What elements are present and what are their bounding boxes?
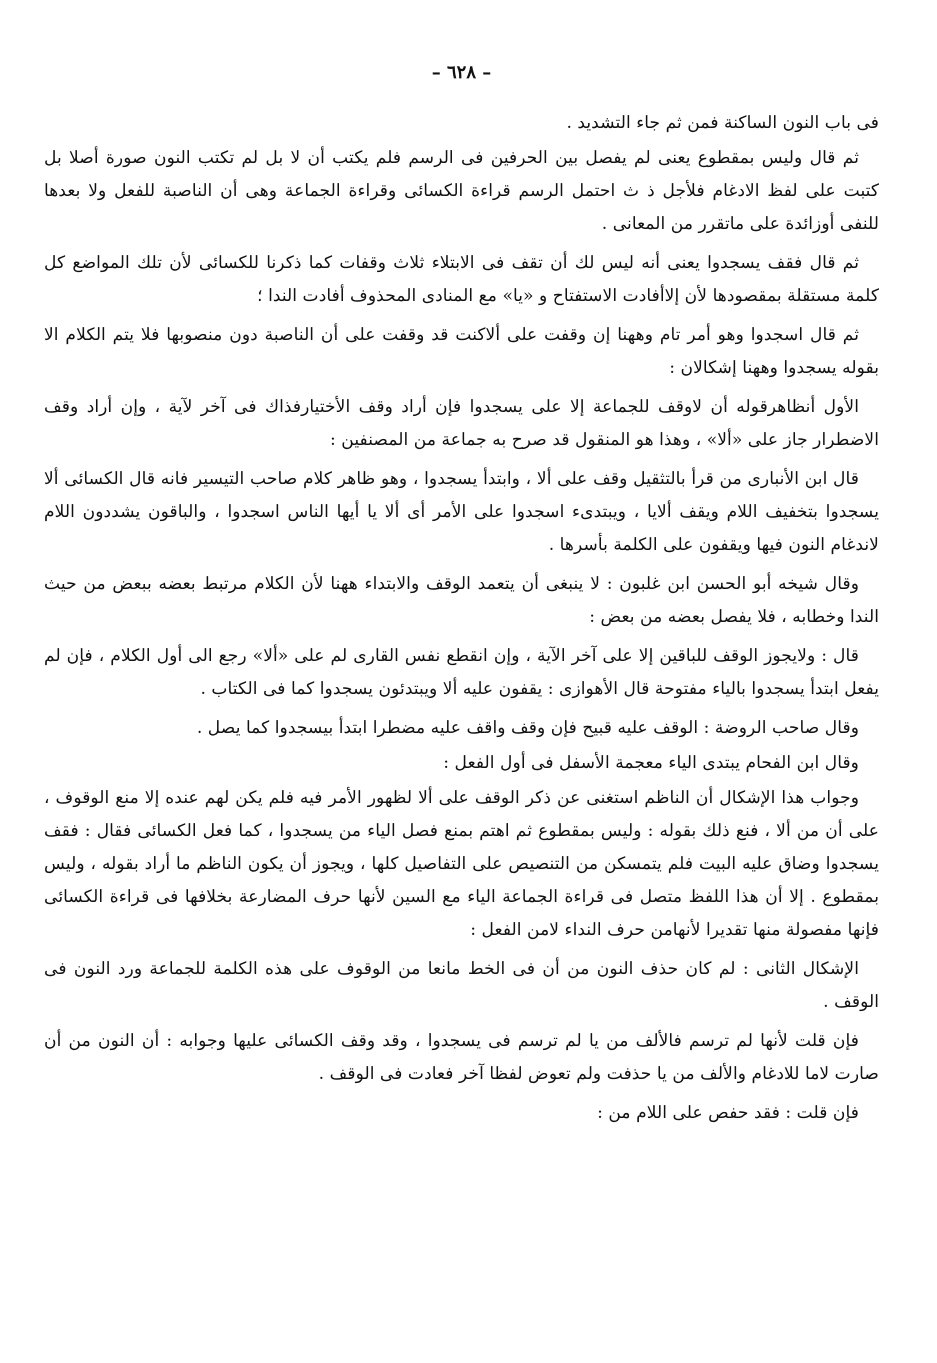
- document-page: [44, 62, 879, 1323]
- paragraph-13: فإن قلت لأنها لم ترسم فالألف من يا لم ترسم فى يسجدوا ، وقد وقف الكسائى عليها وجوابه : أن النون من أن صارت لاما للادغام والألف من يا حذفت ولم تعوض لفظا آخر فعادت فى الوقف .: [44, 1031, 879, 1084]
- paragraph-2: ثم قال وليس بمقطوع يعنى لم يفصل بين الحرفين فى الرسم فلم يكتب أن لا بل لم تكتب النون صورة أصلا بل كتبت على لفظ الادغام فلأجل ذ ث احتمل الرسم قراءة الكسائى وقراءة الجماعة وهى أن الناصبة للفعل ولا بعدها للنفى أوزائدة على ماتقرر من المعانى .: [44, 148, 879, 234]
- paragraph-14: فإن قلت : فقد حفص على اللام من :: [597, 1103, 859, 1123]
- paragraph-10: وقال ابن الفحام يبتدى الياء معجمة الأسفل فى أول الفعل :: [443, 753, 859, 773]
- paragraph-7: وقال شيخه أبو الحسن ابن غلبون : لا ينبغى أن يتعمد الوقف والابتداء ههنا لأن الكلام مرتبط بعضه ببعض من حيث الندا وخطابه ، فلا يفصل بعضه من بعض :: [44, 574, 879, 627]
- paragraph-11: وجواب هذا الإشكال أن الناظم استغنى عن ذكر الوقف على ألا لظهور الأمر فيه فلم يكن لهم عنده إلا منع الوقوف ، على أن من ألا ، فنع ذلك بقوله : وليس بمقطوع ثم اهتم بمنع فصل الياء من يسجدوا ، كما فعل الكسائى فقال : فقف يسجدوا وضاق عليه البيت فلم يتمسكن من التنصيص على التفاصيل كلها ، ويجوز أن يكون الناظم ما أراد بقوله ، وليس بمقطوع . إلا أن هذا اللفظ متصل فى قراءة الجماعة الياء مع السين لأنها حرف المضارعة بخلافها فى قراءة الكسائى فإنها مفصولة منها تقديرا لأنهامن حرف النداء لامن الفعل :: [44, 788, 879, 940]
- paragraph-8: قال : ولايجوز الوقف للباقين إلا على آخر الآية ، وإن انقطع نفس القارى لم على «ألا» رجع الى أول الكلام ، فإن لم يفعل ابتدأ يسجدوا بالياء مفتوحة قال الأهوازى : يقفون عليه ألا ويبتدئون يسجدوا كما فى الكتاب .: [44, 646, 879, 699]
- paragraph-6: قال ابن الأنبارى من قرأ بالتثقيل وقف على ألا ، وابتدأ يسجدوا ، وهو ظاهر كلام صاحب التيسير فانه قال الكسائى ألا يسجدوا بتخفيف اللام ويقف ألايا ، ويبتدىء اسجدوا على الأمر أى ألا يا أيها الناس اسجدوا ، والباقون يشددون اللام لاندغام النون فيها ويقفون على الكلمة بأسرها .: [44, 469, 879, 555]
- paragraph-5: الأول أنظاهرقوله أن لاوقف للجماعة إلا على يسجدوا فإن أراد وقف الأختيارفذاك فى آخر لآية ، وإن أراد وقف الاضطرار جاز على «ألا» ، وهذا هو المنقول قد صرح به جماعة من المصنفين :: [44, 397, 879, 450]
- paragraph-9: وقال صاحب الروضة : الوقف عليه قبيح فإن وقف واقف عليه مضطرا ابتدأ بيسجدوا كما يصل .: [196, 718, 859, 738]
- paragraph-3: ثم قال فقف يسجدوا يعنى أنه ليس لك أن تقف فى الابتلاء ثلاث وقفات كما ذكرنا للكسائى لأن تلك المواضع كل كلمة مستقلة بمقصودها لأن إلاأفادت الاستفتاح و «يا» مع المنادى المحذوف أفادت الندا ؛: [44, 253, 879, 306]
- paragraph-4: ثم قال اسجدوا وهو أمر تام وههنا إن وقفت على ألاكنت قد وقفت على أن الناصبة دون منصوبها فلا يتم الكلام الا بقوله يسجدوا وههنا إشكالان :: [44, 325, 879, 378]
- page-number: – ٦٢٨ –: [431, 62, 492, 83]
- paragraph-12: الإشكال الثانى : لم كان حذف النون من أن فى الخط مانعا من الوقوف على هذه الكلمة للجماعة ورد النون فى الوقف .: [44, 959, 879, 1012]
- paragraph-1: فى باب النون الساكنة فمن ثم جاء التشديد .: [566, 113, 879, 133]
